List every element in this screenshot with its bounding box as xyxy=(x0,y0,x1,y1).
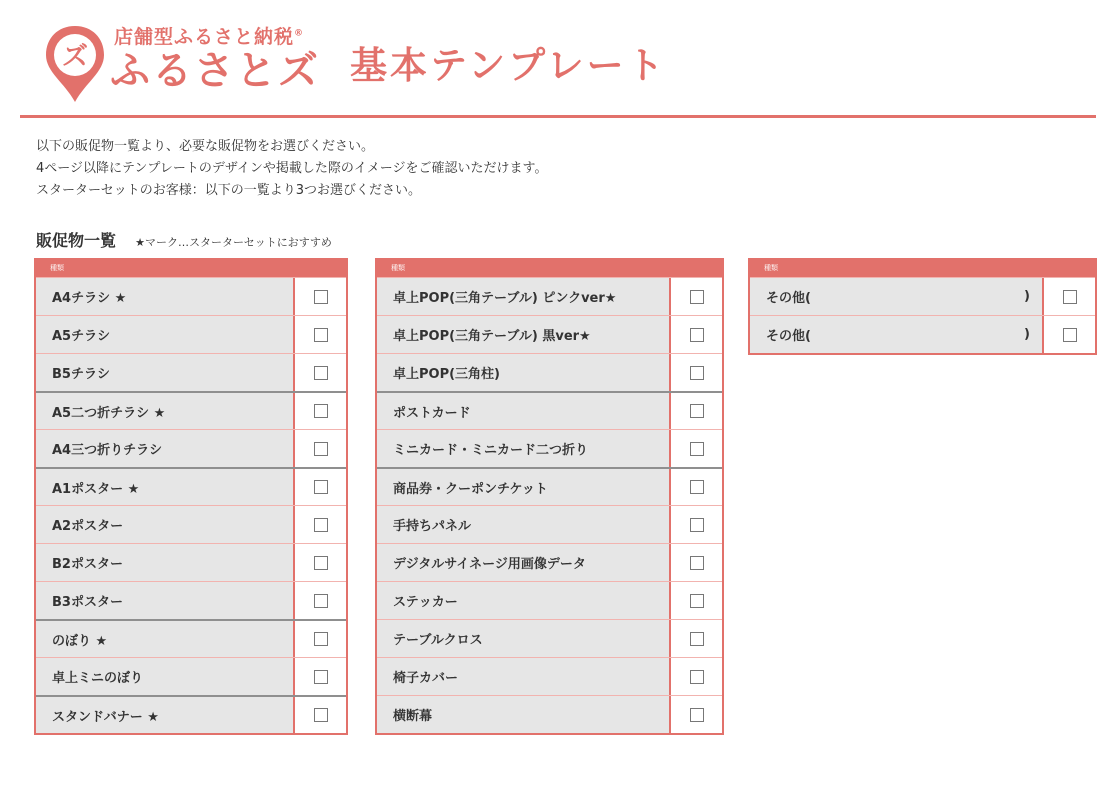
item-checkbox[interactable] xyxy=(690,366,704,380)
item-checkbox[interactable] xyxy=(1063,328,1077,342)
item-label: A5二つ折チラシ ★ xyxy=(36,393,293,429)
table-row xyxy=(36,353,346,391)
item-label: 卓上POP(三角テーブル) 黒ver★ xyxy=(377,316,669,353)
item-label: A4チラシ ★ xyxy=(36,278,293,315)
item-checkbox[interactable] xyxy=(314,632,328,646)
table-row xyxy=(36,581,346,619)
item-label: 手持ちパネル xyxy=(377,506,669,543)
table-row xyxy=(377,543,722,581)
table-header: 種類 xyxy=(377,260,722,277)
item-checkbox[interactable] xyxy=(314,290,328,304)
table-row xyxy=(36,505,346,543)
header-divider xyxy=(20,115,1096,118)
item-label: ステッカー xyxy=(377,582,669,619)
item-checkbox[interactable] xyxy=(690,442,704,456)
item-checkbox[interactable] xyxy=(314,670,328,684)
item-checkbox[interactable] xyxy=(314,328,328,342)
table-row xyxy=(36,657,346,695)
table-header: 種類 xyxy=(750,260,1095,277)
table-row xyxy=(36,391,346,429)
table-row xyxy=(377,581,722,619)
item-label: A2ポスター xyxy=(36,506,293,543)
table-row xyxy=(36,695,346,733)
table-row xyxy=(36,429,346,467)
item-checkbox[interactable] xyxy=(314,594,328,608)
table-header: 種類 xyxy=(36,260,346,277)
item-label: 卓上ミニのぼり xyxy=(36,658,293,695)
item-checkbox[interactable] xyxy=(690,290,704,304)
table-row xyxy=(750,315,1095,353)
item-checkbox[interactable] xyxy=(690,480,704,494)
table-row xyxy=(377,505,722,543)
table-row xyxy=(377,695,722,733)
item-label-suffix: ) xyxy=(1024,327,1030,342)
intro-line: 4ページ以降にテンプレートのデザインや掲載した際のイメージをご確認いただけます。 xyxy=(36,161,548,176)
item-checkbox[interactable] xyxy=(314,708,328,722)
item-label: B5チラシ xyxy=(36,354,293,391)
logo-pin-glyph: ズ xyxy=(61,42,89,72)
promo-table-2 xyxy=(375,258,724,735)
item-label: A4三つ折りチラシ xyxy=(36,430,293,467)
table-row xyxy=(377,619,722,657)
item-label: テーブルクロス xyxy=(377,620,669,657)
item-checkbox[interactable] xyxy=(690,328,704,342)
logo-brand: ふるさとズ xyxy=(110,48,320,94)
item-checkbox[interactable] xyxy=(314,518,328,532)
item-label: 商品券・クーポンチケット xyxy=(377,469,669,505)
item-label: 卓上POP(三角テーブル) ピンクver★ xyxy=(377,278,669,315)
item-checkbox[interactable] xyxy=(690,404,704,418)
item-checkbox[interactable] xyxy=(690,670,704,684)
table-row xyxy=(377,353,722,391)
item-label: B2ポスター xyxy=(36,544,293,581)
item-label-suffix: ) xyxy=(1024,289,1030,304)
table-row xyxy=(36,277,346,315)
table-row xyxy=(377,277,722,315)
item-label: その他( ) xyxy=(750,316,1042,353)
item-label: その他( ) xyxy=(750,278,1042,315)
table-row xyxy=(36,619,346,657)
item-label: B3ポスター xyxy=(36,582,293,619)
table-row xyxy=(377,657,722,695)
item-checkbox[interactable] xyxy=(314,404,328,418)
item-label: のぼり ★ xyxy=(36,621,293,657)
table-row xyxy=(36,315,346,353)
page-title: 基本テンプレート xyxy=(350,44,667,87)
item-checkbox[interactable] xyxy=(690,632,704,646)
item-checkbox[interactable] xyxy=(690,518,704,532)
item-label: スタンドバナー ★ xyxy=(36,697,293,733)
table-row xyxy=(377,429,722,467)
item-checkbox[interactable] xyxy=(690,556,704,570)
intro-text xyxy=(36,136,548,202)
item-checkbox[interactable] xyxy=(314,556,328,570)
intro-line: スターターセットのお客様：以下の一覧より3つお選びください。 xyxy=(36,183,422,198)
item-checkbox[interactable] xyxy=(690,708,704,722)
item-checkbox[interactable] xyxy=(314,480,328,494)
item-label: デジタルサイネージ用画像データ xyxy=(377,544,669,581)
item-label: ポストカード xyxy=(377,393,669,429)
section-note: ★マーク…スターターセットにおすすめ xyxy=(135,236,332,249)
section-title: 販促物一覧 xyxy=(36,231,117,250)
item-checkbox[interactable] xyxy=(1063,290,1077,304)
item-checkbox[interactable] xyxy=(314,366,328,380)
section-heading xyxy=(36,228,332,251)
logo xyxy=(40,20,330,102)
item-checkbox[interactable] xyxy=(314,442,328,456)
table-row xyxy=(750,277,1095,315)
intro-line: 以下の販促物一覧より、必要な販促物をお選びください。 xyxy=(36,139,375,154)
promo-table-1 xyxy=(34,258,348,735)
item-label: 横断幕 xyxy=(377,696,669,733)
item-label: A5チラシ xyxy=(36,316,293,353)
item-label: A1ポスター ★ xyxy=(36,469,293,505)
item-label: 卓上POP(三角柱) xyxy=(377,354,669,391)
item-label: 椅子カバー xyxy=(377,658,669,695)
table-row xyxy=(36,467,346,505)
item-checkbox[interactable] xyxy=(690,594,704,608)
table-row xyxy=(377,315,722,353)
table-row xyxy=(377,391,722,429)
table-row xyxy=(377,467,722,505)
item-label: ミニカード・ミニカード二つ折り xyxy=(377,430,669,467)
logo-subtitle: 店舗型ふるさと納税® xyxy=(114,26,305,48)
table-row xyxy=(36,543,346,581)
promo-table-3 xyxy=(748,258,1097,355)
map-pin-logo-icon xyxy=(44,24,106,104)
